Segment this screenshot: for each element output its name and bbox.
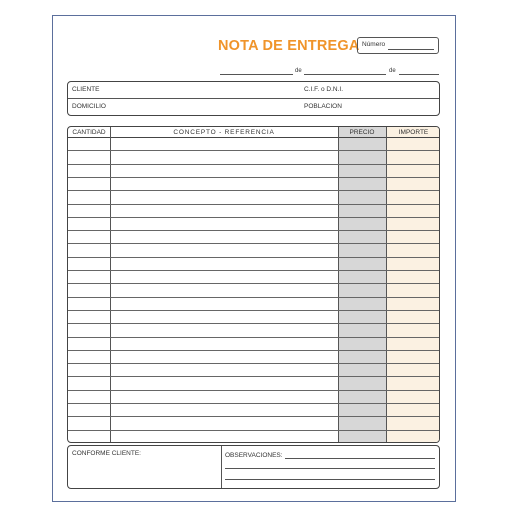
footer-box xyxy=(67,445,440,489)
table-row[interactable] xyxy=(68,190,439,191)
numero-field[interactable] xyxy=(357,37,439,54)
table-row[interactable] xyxy=(68,243,439,244)
cif-label: C.I.F. o D.N.I. xyxy=(304,86,344,93)
date-de-1: de xyxy=(295,68,302,74)
table-row[interactable] xyxy=(68,204,439,205)
table-row[interactable] xyxy=(68,217,439,218)
table-row[interactable] xyxy=(68,283,439,284)
table-row[interactable] xyxy=(68,363,439,364)
table-row[interactable] xyxy=(68,164,439,165)
table-row[interactable] xyxy=(68,390,439,391)
date-de-2: de xyxy=(389,68,396,74)
observaciones-line-1[interactable] xyxy=(285,458,435,459)
divider-precio xyxy=(386,127,387,442)
table-row[interactable] xyxy=(68,403,439,404)
table-row[interactable] xyxy=(68,337,439,338)
table-row[interactable] xyxy=(68,323,439,324)
header-importe: IMPORTE xyxy=(398,129,429,136)
table-row[interactable] xyxy=(68,177,439,178)
domicilio-label: DOMICILIO xyxy=(72,103,106,110)
date-day-line[interactable] xyxy=(220,74,293,75)
cliente-label: CLIENTE xyxy=(72,86,100,93)
table-row[interactable] xyxy=(68,376,439,377)
table-row[interactable] xyxy=(68,230,439,231)
divider-cantidad xyxy=(110,127,111,442)
date-year-line[interactable] xyxy=(399,74,439,75)
table-row[interactable] xyxy=(68,430,439,431)
observaciones-line-2[interactable] xyxy=(225,468,435,469)
header-separator xyxy=(68,137,439,138)
numero-line xyxy=(388,49,434,50)
table-row[interactable] xyxy=(68,310,439,311)
table-row[interactable] xyxy=(68,257,439,258)
header-precio: PRECIO xyxy=(349,129,375,136)
footer-divider xyxy=(221,446,222,488)
client-divider xyxy=(68,98,439,99)
table-row[interactable] xyxy=(68,150,439,151)
table-row[interactable] xyxy=(68,416,439,417)
observaciones-label: OBSERVACIONES: xyxy=(225,452,283,459)
poblacion-label: POBLACION xyxy=(304,103,342,110)
table-row[interactable] xyxy=(68,270,439,271)
precio-column xyxy=(338,127,386,442)
date-month-line[interactable] xyxy=(304,74,386,75)
form-title: NOTA DE ENTREGA xyxy=(218,38,360,54)
table-row[interactable] xyxy=(68,350,439,351)
importe-column xyxy=(386,127,440,442)
divider-concepto xyxy=(338,127,339,442)
items-table xyxy=(67,126,440,443)
client-box xyxy=(67,81,440,116)
table-row[interactable] xyxy=(68,297,439,298)
numero-label: Número xyxy=(362,41,386,48)
header-cantidad: CANTIDAD xyxy=(72,129,106,136)
conforme-label: CONFORME CLIENTE: xyxy=(72,450,141,457)
header-concepto: CONCEPTO - REFERENCIA xyxy=(173,129,275,136)
observaciones-line-3[interactable] xyxy=(225,479,435,480)
